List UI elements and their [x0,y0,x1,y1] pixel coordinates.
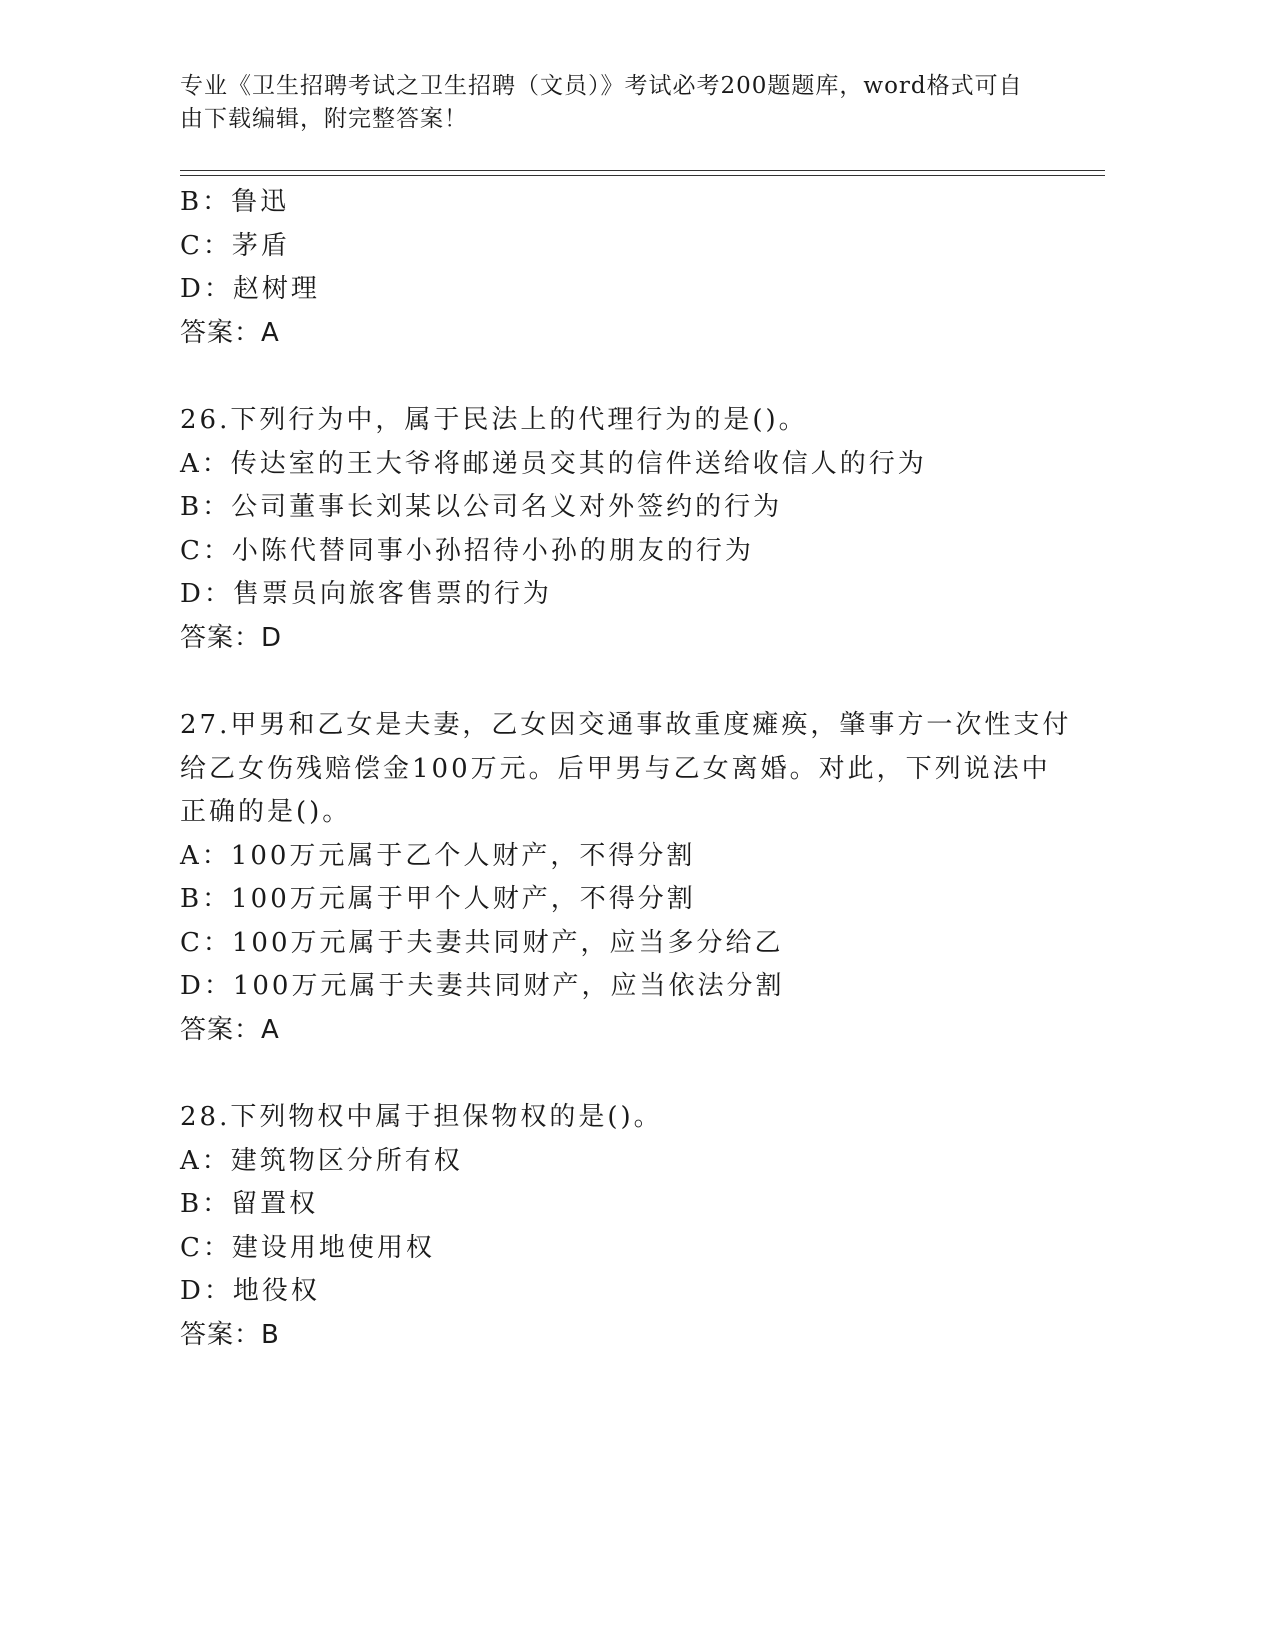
q28-option-c: C：建设用地使用权 [180,1233,435,1263]
q26-option-a: A：传达室的王大爷将邮递员交其的信件送给收信人的行为 [180,449,927,479]
q27-stem-line-1: 27.甲男和乙女是夫妻，乙女因交通事故重度瘫痪，肇事方一次性支付 [180,710,1072,740]
q27-option-b: B：100万元属于甲个人财产，不得分割 [180,884,696,914]
header-line-2: 由下载编辑，附完整答案！ [180,106,468,132]
q28-option-a: A：建筑物区分所有权 [180,1146,463,1176]
q27-stem-line-2: 给乙女伤残赔偿金100万元。后甲男与乙女离婚。对此，下列说法中 [180,754,1051,784]
q26-answer: 答案：D [180,623,283,653]
header-line-1: 专业《卫生招聘考试之卫生招聘（文员）》考试必考200题题库，word格式可自 [180,73,1023,99]
q26-option-b: B：公司董事长刘某以公司名义对外签约的行为 [180,492,783,522]
prev-option-c: C：茅盾 [180,231,290,261]
q27-answer: 答案：A [180,1015,280,1045]
q26-stem: 26.下列行为中，属于民法上的代理行为的是()。 [180,405,808,435]
header-divider-top [180,170,1105,171]
q26-option-d: D：售票员向旅客售票的行为 [180,579,552,609]
q27-option-d: D：100万元属于夫妻共同财产，应当依法分割 [180,971,785,1001]
prev-option-b: B：鲁迅 [180,187,290,217]
q27-option-a: A：100万元属于乙个人财产，不得分割 [180,841,696,871]
q27-stem-line-3: 正确的是()。 [180,797,352,827]
document-header [180,70,1040,136]
q26-option-c: C：小陈代替同事小孙招待小孙的朋友的行为 [180,536,754,566]
prev-answer: 答案：A [180,318,280,348]
q28-answer: 答案：B [180,1320,280,1350]
q28-option-b: B：留置权 [180,1189,319,1219]
q28-option-d: D：地役权 [180,1276,320,1306]
q27-option-c: C：100万元属于夫妻共同财产，应当多分给乙 [180,928,784,958]
header-divider-bottom [180,175,1105,176]
q28-stem: 28.下列物权中属于担保物权的是()。 [180,1102,663,1132]
prev-option-d: D：赵树理 [180,274,320,304]
